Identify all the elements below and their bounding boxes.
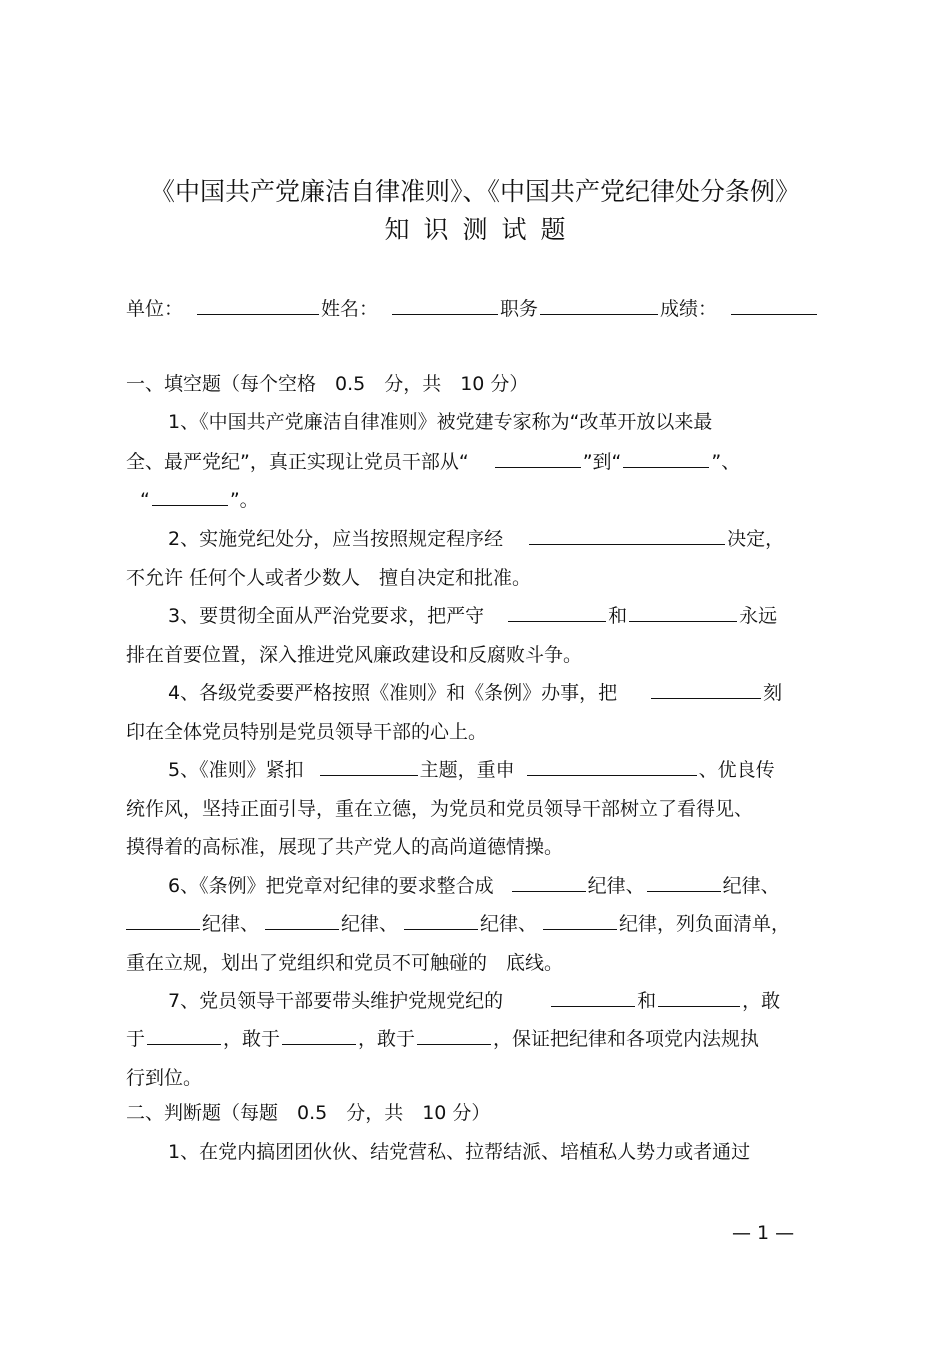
q6-text-f: 纪律、 bbox=[480, 913, 538, 935]
q6-blank-6[interactable] bbox=[543, 912, 617, 930]
q4-line-1 bbox=[168, 681, 782, 705]
q7-blank-5[interactable] bbox=[417, 1027, 491, 1045]
unit-label: 单位： bbox=[126, 298, 184, 320]
q6-blank-3[interactable] bbox=[126, 912, 200, 930]
title-line-1: 《中国共产党廉洁自律准则》、《中国共产党纪律处分条例》 bbox=[149, 177, 800, 206]
q6-text-d: 纪律、 bbox=[202, 913, 260, 935]
q7-line-1 bbox=[168, 989, 780, 1013]
q3-line-1 bbox=[168, 604, 777, 628]
q7-blank-1[interactable] bbox=[551, 989, 635, 1007]
q6-text-e: 纪律、 bbox=[341, 913, 399, 935]
q1-line-2 bbox=[126, 450, 740, 474]
q7-blank-2[interactable] bbox=[658, 989, 740, 1007]
score-label: 成绩： bbox=[660, 298, 718, 320]
q6-blank-4[interactable] bbox=[265, 912, 339, 930]
q1-text-b: ”到“ bbox=[582, 451, 622, 473]
position-label: 职务 bbox=[500, 298, 539, 320]
q2-text-a: 2、实施党纪处分，应当按照规定程序经 bbox=[168, 528, 504, 550]
q6-line-1 bbox=[168, 874, 780, 898]
q6-text-g: 纪律，列负面清单， bbox=[619, 913, 791, 935]
q5-line-1 bbox=[168, 758, 775, 782]
q4-blank-1[interactable] bbox=[651, 681, 761, 699]
q7-text-f: ，敢于 bbox=[358, 1028, 416, 1050]
q3-text-b: 和 bbox=[608, 605, 628, 627]
q7-text-e: ，敢于 bbox=[223, 1028, 281, 1050]
q2-blank-1[interactable] bbox=[529, 527, 725, 545]
q3-blank-1[interactable] bbox=[508, 604, 606, 622]
q7-blank-4[interactable] bbox=[282, 1027, 356, 1045]
q1-blank-1[interactable] bbox=[495, 450, 581, 468]
q3-text-c: 永远 bbox=[739, 605, 778, 627]
score-blank[interactable] bbox=[731, 297, 817, 315]
page-number: — 1 — bbox=[732, 1222, 795, 1244]
q7-text-d: 于 bbox=[126, 1028, 146, 1050]
q1-text-c: ”、 bbox=[711, 451, 741, 473]
q5-line-2: 统作风，坚持正面引导，重在立德，为党员和党员领导干部树立了看得见、 bbox=[126, 798, 754, 820]
q5-text-b: 主题，重申 bbox=[419, 759, 515, 781]
q4-text-a: 4、各级党委要严格按照《准则》和《条例》办事，把 bbox=[168, 682, 618, 704]
position-blank[interactable] bbox=[540, 297, 658, 315]
q3-text-a: 3、要贯彻全面从严治党要求，把严守 bbox=[168, 605, 485, 627]
q2-line-1 bbox=[168, 527, 784, 551]
q2-line-2: 不允许 任何个人或者少数人 擅自决定和批准。 bbox=[126, 567, 532, 589]
q1-blank-2[interactable] bbox=[623, 450, 709, 468]
name-label: 姓名： bbox=[321, 298, 379, 320]
q6-line-3: 重在立规，划出了党组织和党员不可触碰的 底线。 bbox=[126, 952, 564, 974]
q1-line-1: 1、《中国共产党廉洁自律准则》被党建专家称为“改革开放以来最 bbox=[168, 411, 713, 433]
name-blank[interactable] bbox=[392, 297, 498, 315]
s2-q1-line-1: 1、在党内搞团团伙伙、结党营私、拉帮结派、培植私人势力或者通过 bbox=[168, 1141, 751, 1163]
q1-text-a: 全、最严党纪”，真正实现让党员干部从“ bbox=[126, 451, 469, 473]
q4-line-2: 印在全体党员特别是党员领导干部的心上。 bbox=[126, 721, 488, 743]
q5-text-c: 、优良传 bbox=[698, 759, 775, 781]
title-line-2: 知识测试题 bbox=[384, 215, 580, 244]
q6-text-a: 6、《条例》把党章对纪律的要求整合成 bbox=[168, 875, 494, 897]
header-info-line bbox=[126, 297, 819, 321]
q7-text-b: 和 bbox=[637, 990, 657, 1012]
q7-text-g: ，保证把纪律和各项党内法规执 bbox=[493, 1028, 760, 1050]
q3-blank-2[interactable] bbox=[629, 604, 737, 622]
q6-text-b: 纪律、 bbox=[587, 875, 645, 897]
q7-text-c: ，敢 bbox=[742, 990, 781, 1012]
q4-text-b: 刻 bbox=[763, 682, 783, 704]
q6-blank-5[interactable] bbox=[404, 912, 478, 930]
q5-blank-2[interactable] bbox=[527, 758, 697, 776]
q6-blank-2[interactable] bbox=[647, 874, 721, 892]
q1-line-3 bbox=[140, 488, 259, 512]
q7-line-3: 行到位。 bbox=[126, 1067, 203, 1089]
q7-blank-3[interactable] bbox=[147, 1027, 221, 1045]
q5-text-a: 5、《准则》紧扣 bbox=[168, 759, 304, 781]
q2-text-b: 决定， bbox=[727, 528, 785, 550]
q3-line-2: 排在首要位置，深入推进党风廉政建设和反腐败斗争。 bbox=[126, 644, 583, 666]
q6-blank-1[interactable] bbox=[512, 874, 586, 892]
q5-blank-1[interactable] bbox=[320, 758, 418, 776]
q7-text-a: 7、党员领导干部要带头维护党规党纪的 bbox=[168, 990, 504, 1012]
unit-blank[interactable] bbox=[197, 297, 319, 315]
q1-blank-3[interactable] bbox=[152, 488, 228, 506]
q1-text-e: ”。 bbox=[229, 489, 259, 511]
section-1-heading: 一、填空题（每个空格 0.5 分，共 10 分） bbox=[126, 373, 529, 395]
q7-line-2 bbox=[126, 1027, 759, 1051]
section-2-heading: 二、判断题（每题 0.5 分，共 10 分） bbox=[126, 1102, 491, 1124]
q1-text-d: “ bbox=[140, 489, 150, 511]
q5-line-3: 摸得着的高标准，展现了共产党人的高尚道德情操。 bbox=[126, 836, 564, 858]
q6-line-2 bbox=[126, 912, 790, 936]
q6-text-c: 纪律、 bbox=[722, 875, 780, 897]
